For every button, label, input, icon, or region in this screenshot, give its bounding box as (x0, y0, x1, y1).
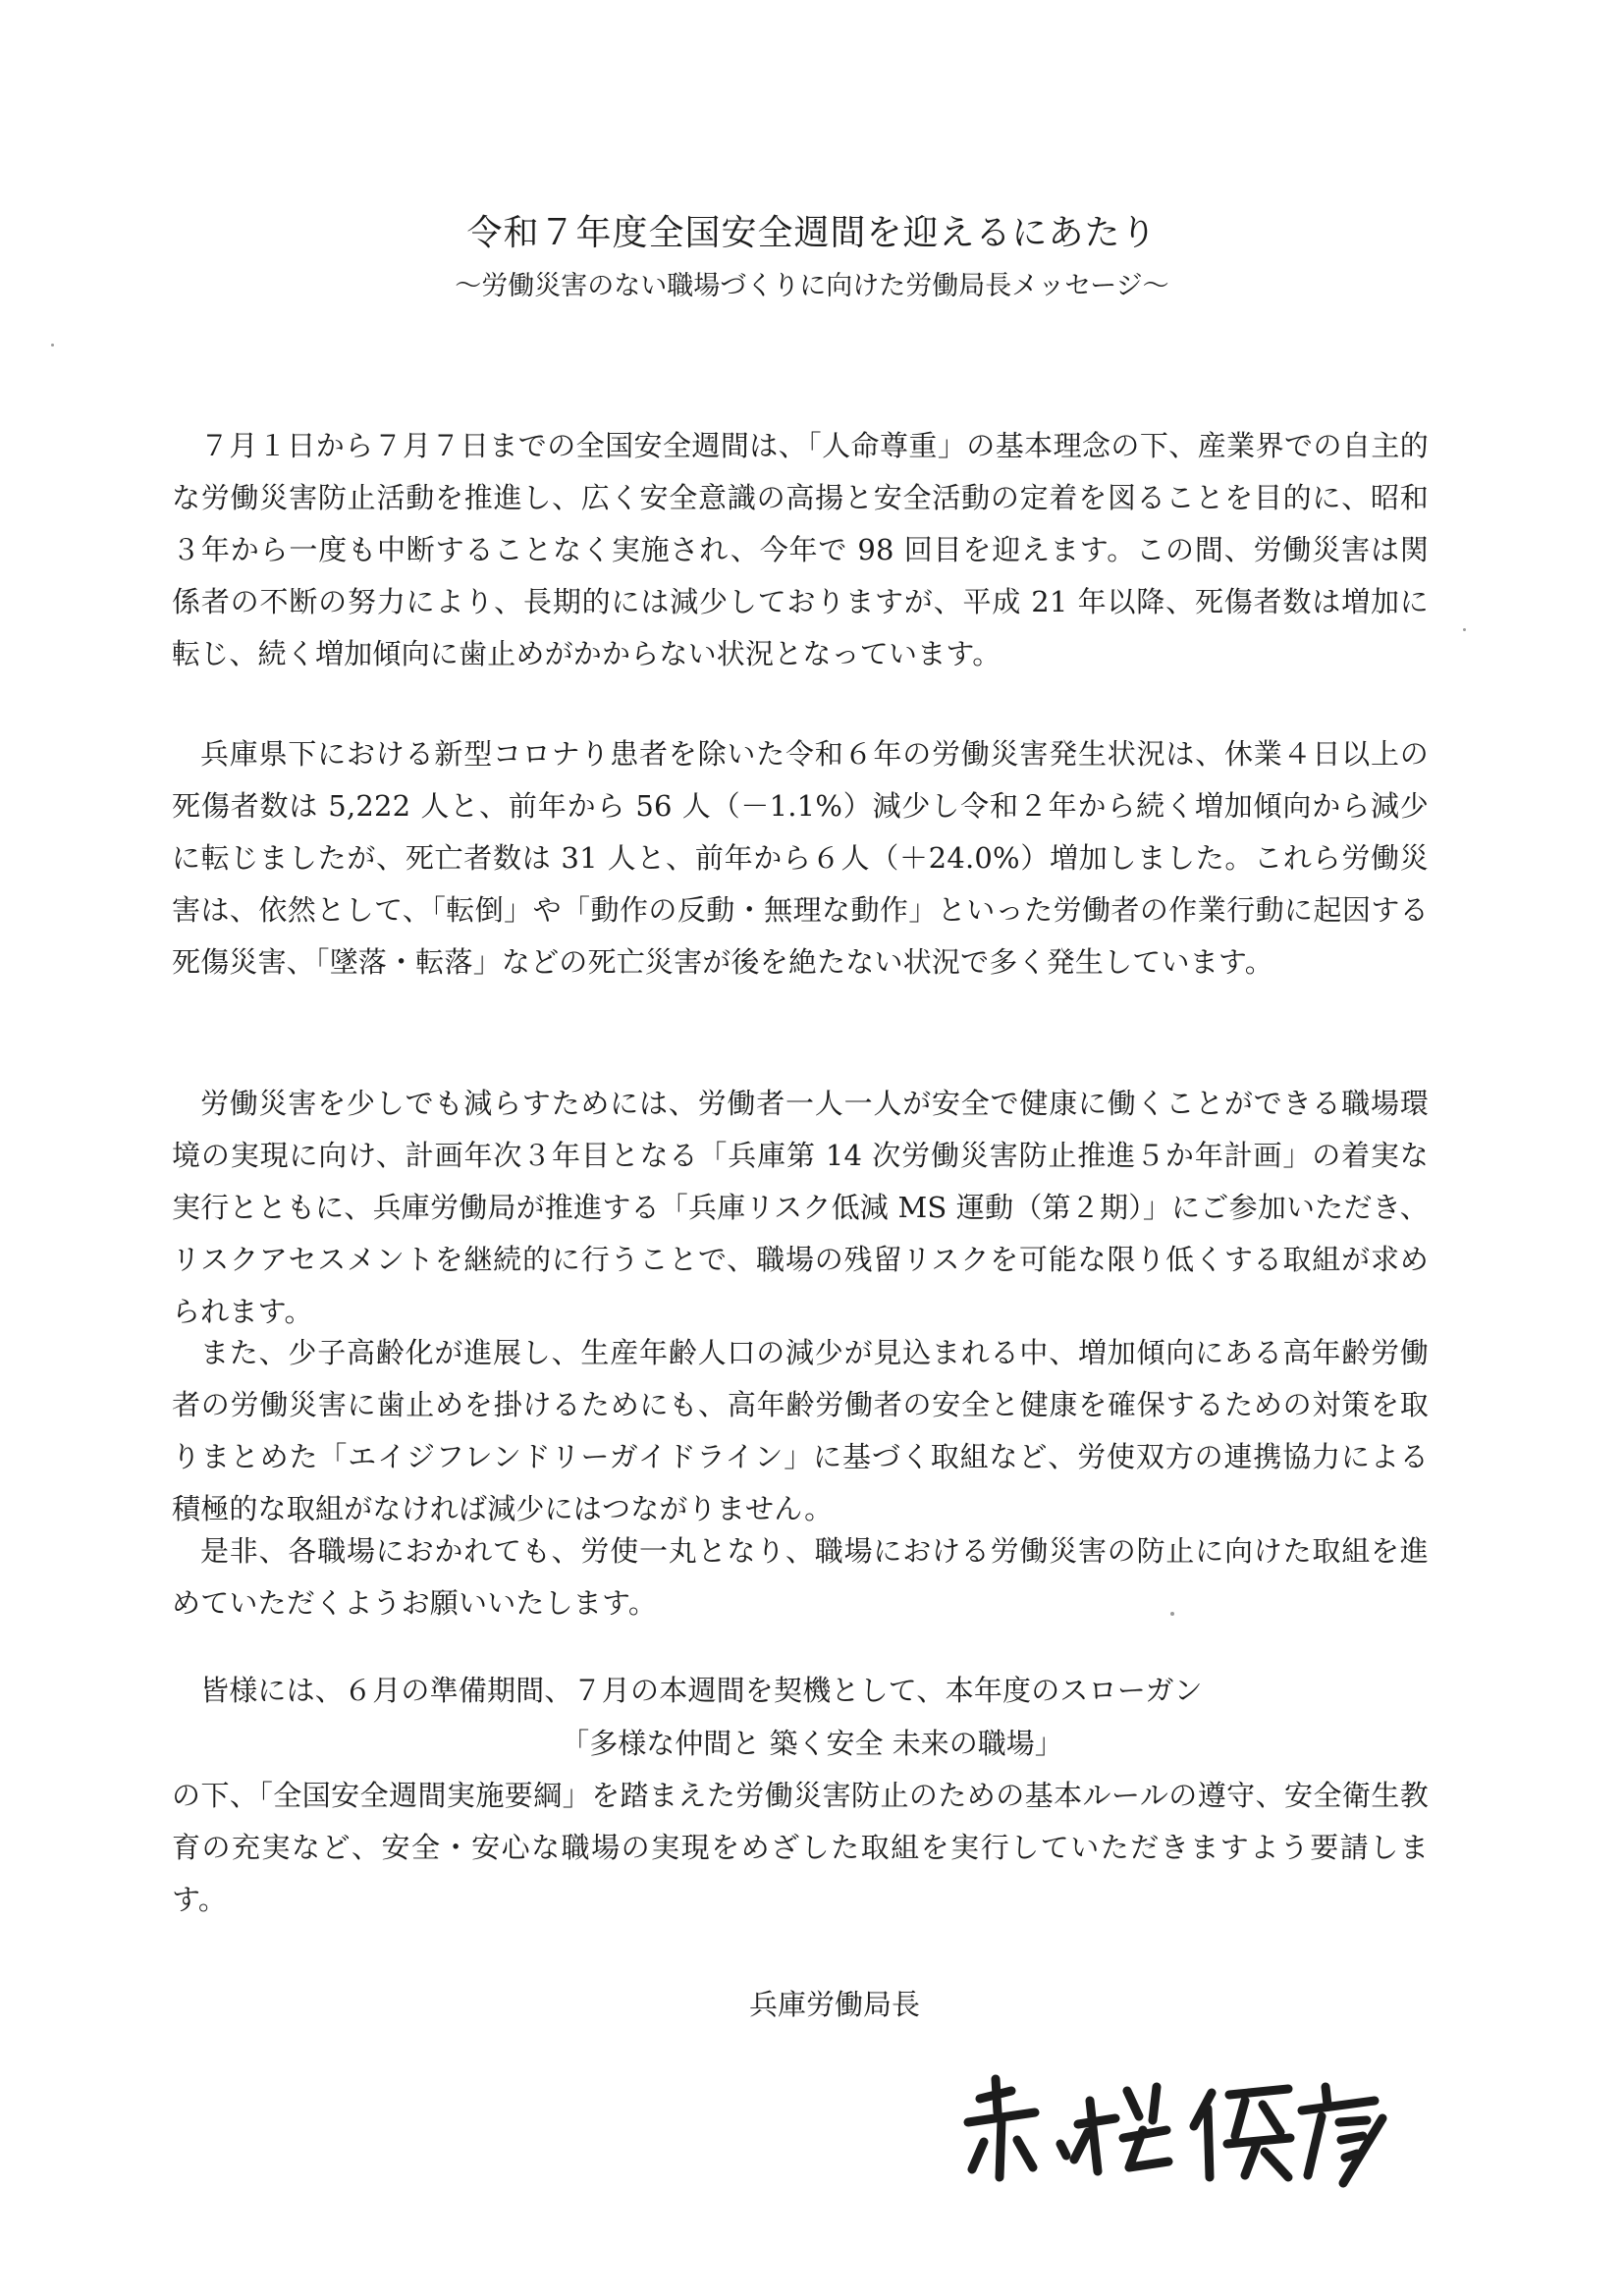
scan-speck (1170, 1612, 1174, 1616)
slogan: 「多様な仲間と 築く安全 未来の職場」 (561, 1727, 1063, 1760)
document-title: 令和７年度全国安全週間を迎えるにあたり (466, 213, 1158, 253)
document-subtitle: ～労働災害のない職場づくりに向けた労働局長メッセージ～ (455, 271, 1169, 301)
paragraph-5: 是非、各職場におかれても、労使一丸となり、職場における労働災害の防止に向けた取組を進めていただくようお願いいたします。 (172, 1534, 1429, 1620)
paragraph-1: ７月１日から７月７日までの全国安全週間は、「人命尊重」の基本理念の下、産業界での自主的な労働災害防止活動を推進し、広く安全意識の高揚と安全活動の定着を図ることを目的に、昭和３年から一度も中断することなく実施され、今年で 98 回目を迎えます。この間、労働災害は関係者の不断の努力により、長期的には減少しておりますが、平成 21 年以降、死傷者数は増加に転じ、続く増加傾向に歯止めがかからない状況となっています。 (172, 429, 1429, 670)
paragraph-4: また、少子高齢化が進展し、生産年齢人口の減少が見込まれる中、増加傾向にある高年齢労働者の労働災害に歯止めを掛けるためにも、高年齢労働者の安全と健康を確保するための対策を取りまとめた「エイジフレンドリーガイドライン」に基づく取組など、労使双方の連携協力による積極的な取組がなければ減少にはつながりません。 (172, 1336, 1429, 1525)
paragraph-3: 労働災害を少しでも減らすためには、労働者一人一人が安全で健康に働くことができる職場環境の実現に向け、計画年次３年目となる「兵庫第 14 次労働災害防止推進５か年計画」の着実な実行とともに、兵庫労働局が推進する「兵庫リスク低減 MS 運動（第２期）」にご参加いただき、リスクアセスメントを継続的に行うことで、職場の残留リスクを可能な限り低くする取組が求められます。 (172, 1087, 1429, 1328)
scan-speck (1463, 628, 1466, 631)
paragraph-6: 皆様には、６月の準備期間、７月の本週間を契機として、本年度のスローガン (200, 1674, 1203, 1707)
scan-speck (51, 344, 54, 347)
handwritten-signature (950, 2061, 1402, 2199)
closing-paragraph: の下、「全国安全週間実施要綱」を踏まえた労働災害防止のための基本ルールの遵守、安全衛生教育の充実など、安全・安心な職場の実現をめざした取組を実行していただきますよう要請します。 (172, 1779, 1429, 1916)
paragraph-2: 兵庫県下における新型コロナり患者を除いた令和６年の労働災害発生状況は、休業４日以上の死傷者数は 5,222 人と、前年から 56 人（－1.1%）減少し令和２年から続く増加傾向から減少に転じましたが、死亡者数は 31 人と、前年から６人（＋24.0%）増加しました。これら労働災害は、依然として、「転倒」や「動作の反動・無理な動作」といった労働者の作業行動に起因する死傷災害、「墜落・転落」などの死亡災害が後を絶たない状況で多く発生しています。 (172, 737, 1429, 979)
signer-title: 兵庫労働局長 (749, 1988, 921, 2021)
